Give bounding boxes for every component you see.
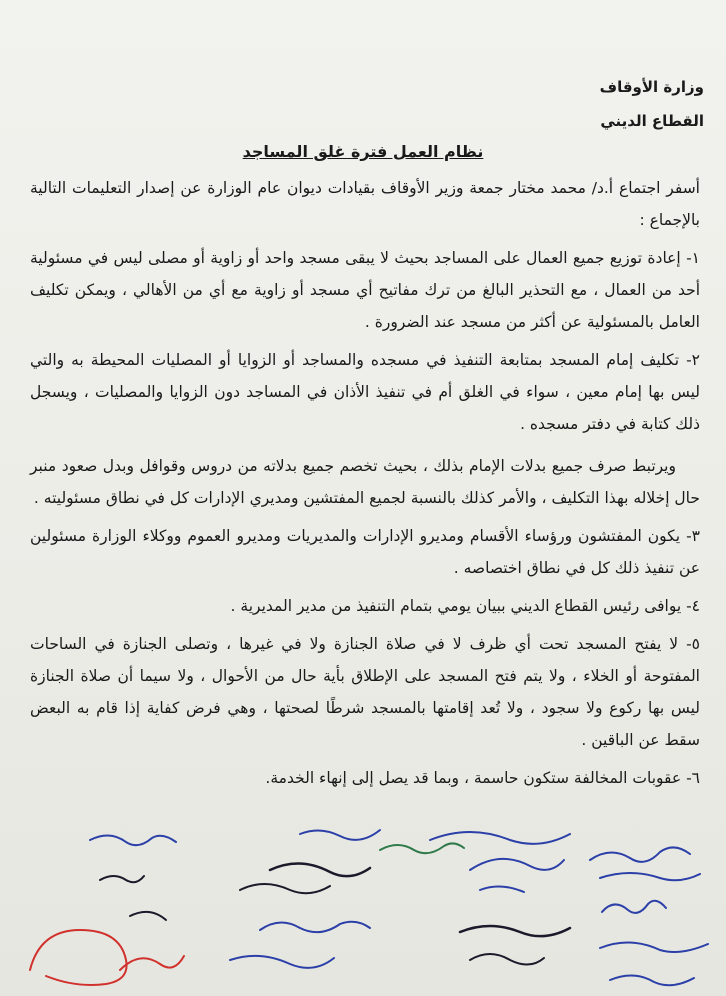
document-body	[30, 172, 700, 794]
signature-stroke	[260, 922, 370, 932]
sector-name: القطاع الديني	[600, 112, 704, 130]
signature-stroke	[602, 901, 666, 913]
instruction-item-1: ١- إعادة توزيع جميع العمال على المساجد بحيث لا يبقى مسجد واحد أو زاوية أو مصلى ليس في مسئولية أحد من العمال ، مع التحذير البالغ من ترك مفاتيح أي مسجد أو زاوية مع أي من الأهالي ، ويمكن تكليف العامل بالمسئولية عن أكثر من مسجد عند الضرورة .	[30, 249, 700, 331]
signature-stroke	[600, 873, 700, 880]
signature-stroke	[590, 847, 690, 861]
signature-stroke	[130, 912, 166, 920]
signature-middle	[230, 830, 380, 968]
signature-stroke	[430, 832, 570, 844]
instruction-item-2-continuation: ويرتبط صرف جميع بدلات الإمام بذلك ، بحيث تخصم جميع بدلاته من دروس وقوافل وبدل صعود منبر حال إخلاله بهذا التكليف ، والأمر كذلك بالنسبة لجميع المفتشين ومديري الإدارات كل في نطاق مسئوليته .	[30, 457, 700, 507]
signatures-area	[0, 820, 726, 996]
signature-stroke	[610, 975, 694, 985]
signature-stroke	[470, 859, 564, 870]
signature-stroke	[300, 830, 380, 840]
signature-green	[380, 843, 464, 853]
instruction-item-4: ٤- يوافى رئيس القطاع الديني ببيان يومي بتمام التنفيذ من مدير المديرية .	[230, 597, 700, 615]
signature-stroke	[460, 926, 570, 936]
intro-paragraph: أسفر اجتماع أ.د/ محمد مختار جمعة وزير الأوقاف بقيادات ديوان عام الوزارة عن إصدار التعليمات التالية بالإجماع :	[30, 179, 700, 229]
instruction-item-3: ٣- يكون المفتشون ورؤساء الأقسام ومديرو الإدارات والمديريات ومديرو العموم ووكلاء الوزارة مسئولين عن تنفيذ ذلك كل في نطاق اختصاصه .	[30, 527, 700, 577]
signature-admin-head	[430, 832, 570, 965]
signature-stroke	[480, 886, 524, 892]
instruction-item-6: ٦- عقوبات المخالفة ستكون حاسمة ، وبما قد يصل إلى إنهاء الخدمة.	[265, 769, 700, 787]
signature-stroke	[380, 843, 464, 853]
signature-sector-head	[590, 847, 708, 985]
letterhead	[600, 70, 704, 138]
ministry-name: وزارة الأوقاف	[599, 78, 704, 96]
instruction-item-2: ٢- تكليف إمام المسجد بمتابعة التنفيذ في مسجده والمساجد أو الزوايا أو المصليات المحيطة به والتي ليس بها إمام معين ، سواء في الغلق أم في تنفيذ الأذان في المساجد دون الزوايا والمصليات ، ويسجل ذلك كتابة في دفتر مسجده .	[30, 351, 700, 433]
signature-stroke	[90, 835, 176, 845]
instruction-item-5: ٥- لا يفتح المسجد تحت أي ظرف لا في صلاة الجنازة ولا في غيرها ، وتصلى الجنازة في الساحات المفتوحة أو الخلاء ، ولا يتم فتح المسجد على الإطلاق بأية حال من الأحوال ، ولا سيما أن صلاة الجنازة ليس بها ركوع ولا سجود ، ولا تُعد إقامتها بالمسجد شرطًا لصحتها ، وهي فرض كفاية إذا قام به البعض سقط عن الباقين .	[30, 635, 700, 749]
signature-stroke	[270, 863, 370, 876]
signature-stroke	[100, 876, 144, 882]
signature-stroke	[470, 954, 544, 965]
signature-stroke	[230, 956, 334, 968]
signature-stroke	[120, 956, 184, 970]
signature-stroke	[30, 930, 127, 985]
signature-left	[30, 835, 184, 985]
document-title: نظام العمل فترة غلق المساجد	[242, 142, 484, 161]
signature-stroke	[600, 942, 708, 952]
signature-stroke	[240, 884, 330, 893]
